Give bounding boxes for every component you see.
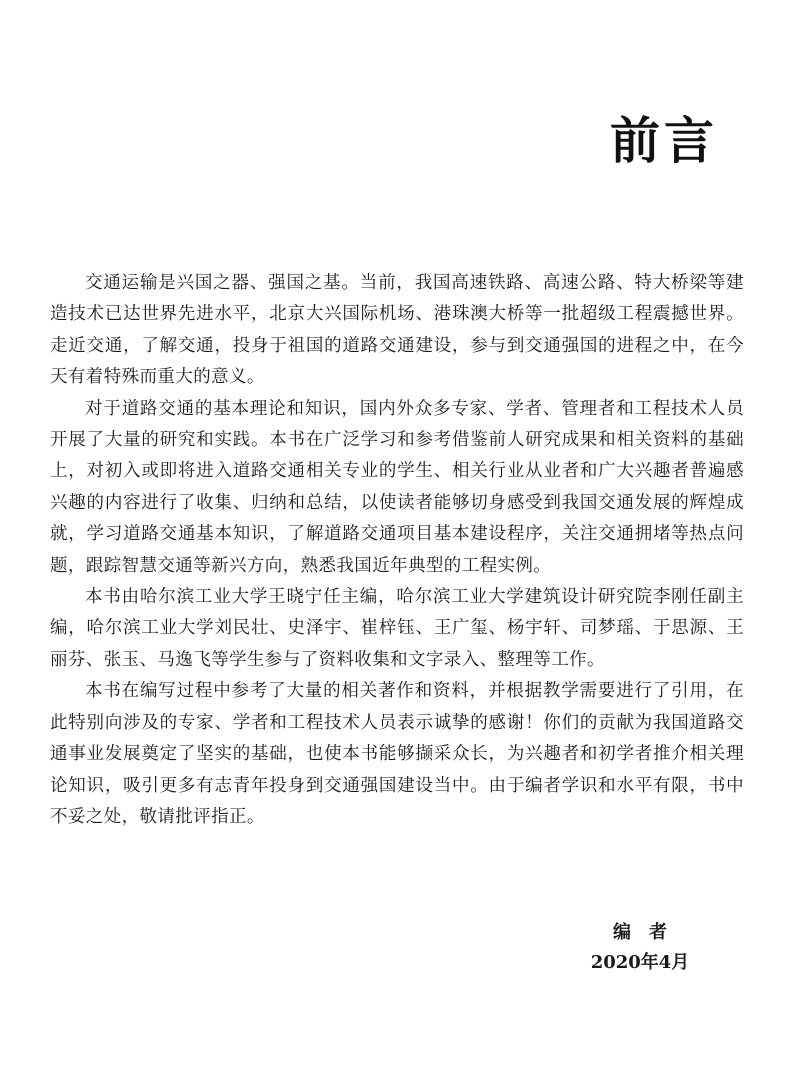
page-title: 前言 [610, 111, 718, 170]
signature-block [570, 918, 710, 978]
paragraph: 对于道路交通的基本理论和知识，国内外众多专家、学者、管理者和工程技术人员开展了大量的研究和实践。本书在广泛学习和参考借鉴前人研究成果和相关资料的基础上，对初入或即将进入道路交通相关专业的学生、相关行业从业者和广大兴趣者普遍感兴趣的内容进行了收集、归纳和总结，以使读者能够切身感受到我国交通发展的辉煌成就，学习道路交通基本知识，了解道路交通项目基本建设程序，关注交通拥堵等热点问题，跟踪智慧交通等新兴方向，熟悉我国近年典型的工程实例。 [50, 398, 744, 576]
signature-author: 编者 [613, 922, 685, 943]
paragraph: 本书由哈尔滨工业大学王晓宁任主编，哈尔滨工业大学建筑设计研究院李刚任副主编，哈尔滨工业大学刘民壮、史泽宇、崔梓钰、王广玺、杨宇轩、司梦瑶、于思源、王丽芬、张玉、马逸飞等学生参与了资料收集和文字录入、整理等工作。 [50, 587, 744, 670]
paragraph: 本书在编写过程中参考了大量的相关著作和资料，并根据教学需要进行了引用，在此特别向涉及的专家、学者和工程技术人员表示诚挚的感谢！你们的贡献为我国道路交通事业发展奠定了坚实的基础，也使本书能够撷采众长，为兴趣者和初学者推介相关理论知识，吸引更多有志青年投身到交通强国建设当中。由于编者学识和水平有限，书中不妥之处，敬请批评指正。 [50, 681, 744, 827]
preface-body [50, 268, 744, 833]
paragraph: 交通运输是兴国之器、强国之基。当前，我国高速铁路、高速公路、特大桥梁等建造技术已达世界先进水平，北京大兴国际机场、港珠澳大桥等一批超级工程震撼世界。走近交通，了解交通，投身于祖国的道路交通建设，参与到交通强国的进程之中，在今天有着特殊而重大的意义。 [50, 273, 744, 388]
signature-date: 2020年4月 [590, 952, 690, 973]
